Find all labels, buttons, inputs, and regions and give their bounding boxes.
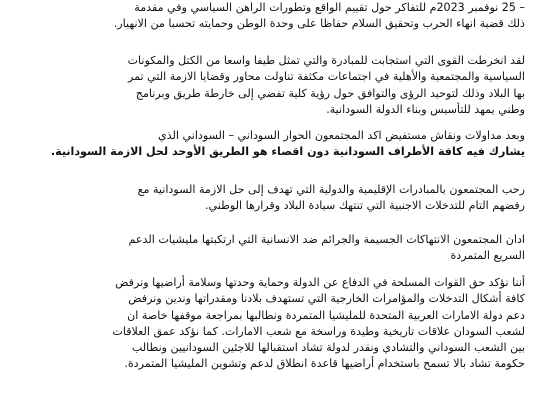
- text-line: وبعد مداولات ونقاش مستفيض اكد المجتمعون الحوار السوداني – السوداني الذي: [158, 129, 525, 142]
- paragraph-armed-forces: [30, 275, 525, 373]
- text-line: – 25 نوفمبر 2023م للتفاكر حول تقييم الواقع وتطورات الراهن السياسي وفي مقدمة: [134, 1, 525, 14]
- paragraph-participants: [30, 53, 525, 118]
- text-line: رفضهم التام للتدخلات الاجنبية التي تنتهك سيادة البلاد وقرارها الوطني.: [204, 199, 525, 213]
- text-line-bold: يشارك فيه كافة الأطراف السودانية دون اقصاء هو الطريق الأوحد لحل الازمة السودانية.: [50, 145, 525, 159]
- text-line: لشعب السودان علاقات تاريخية وطيدة وراسخة مع شعب الامارات. كما نؤكد عمق العلاقات: [112, 324, 525, 338]
- text-line: بها البلاد وذلك لتوحيد الرؤى والتوافق حول رؤية كلية تفضي إلى خارطة طريق وبرنامج: [135, 86, 525, 100]
- text-line: السياسية والمجتمعية والأهلية في اجتماعات مكثفة تناولت محاور وقضايا الازمة التي تمر: [127, 70, 525, 84]
- text-line: حكومة تشاد بالا تسمح باستخدام أراضيها قاعدة انطلاق لدعم وتشوين المليشيا المتمردة.: [124, 357, 525, 371]
- text-line: ادان المجتمعون الانتهاكات الجسيمة والجرائم ضد الانسانية التي ارتكبتها مليشيات الدعم: [128, 233, 525, 246]
- text-line: وطني يمهد للتأسيس وبناء الدولة السودانية.: [326, 102, 525, 116]
- paragraph-condemnation: [30, 232, 525, 265]
- text-line: بين الشعب السوداني والتشادي ونقدر لدولة تشاد استقبالها للاجئين السودانيين ونطالب: [131, 341, 525, 355]
- paragraph-initiatives: [30, 182, 525, 215]
- text-line: رحب المجتمعون بالمبادرات الإقليمية والدولية التي تهدف إلى حل الازمة السودانية مع: [137, 183, 525, 196]
- paragraph-meeting-purpose: [30, 0, 525, 33]
- text-line: السريع المتمردة: [450, 249, 525, 263]
- text-line: دعم دولة الامارات العربية المتحدة للمليشيا المتمردة ونطالبها بمراجعة موقفها خاصة ان: [127, 308, 525, 322]
- text-line: ذلك قضية انهاء الحرب وتحقيق السلام حفاظا على وحدة الوطن وحمايته تحسبا من الانهيار.: [113, 17, 525, 31]
- paragraph-sudanese-dialogue: [30, 128, 525, 161]
- text-line: لقد انخرطت القوى التي استجابت للمبادرة والتي تمثل طيفا واسعا من الكتل والمكونات: [127, 54, 525, 67]
- text-line: أننا نؤكد حق القوات المسلحة في الدفاع عن الدولة وحماية وحدتها وسلامة أراضيها ونرفض: [115, 276, 525, 289]
- text-line: كافة أشكال التدخلات والمؤامرات الخارجية التي تستهدف بلادنا ومقدراتها وندين ونرفض: [128, 292, 525, 306]
